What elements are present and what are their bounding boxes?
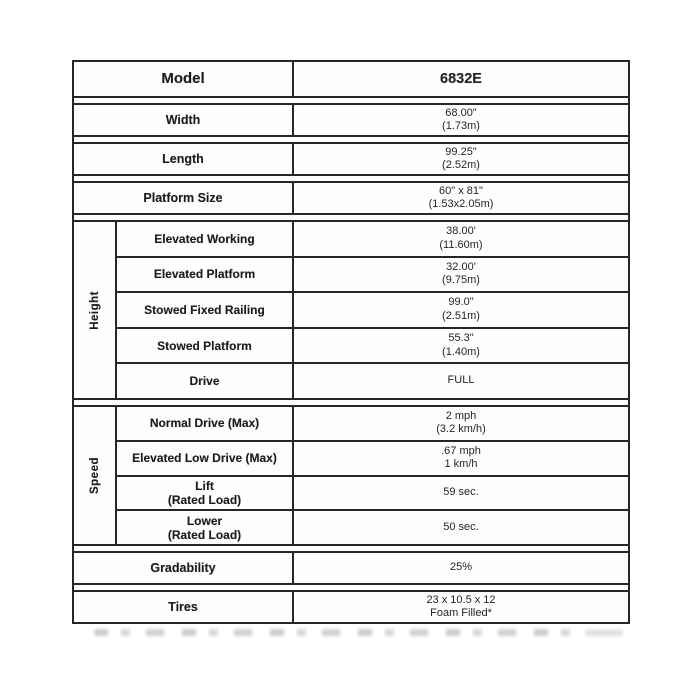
lift-label-line1: Lift <box>195 478 214 493</box>
length-label: Length <box>74 144 294 174</box>
lift-row <box>117 475 628 510</box>
elevated-working-value-metric: (11.60m) <box>439 238 483 251</box>
tires-value-type: Foam Filled* <box>430 607 492 619</box>
lift-label <box>117 477 294 510</box>
drive-value <box>294 364 628 398</box>
lower-label <box>117 511 294 544</box>
normal-drive-row <box>117 407 628 440</box>
drive-row <box>117 362 628 398</box>
tires-value <box>294 592 628 622</box>
elevated-working-value-imperial: 38.00' <box>446 225 476 238</box>
normal-drive-value-metric: (3.2 km/h) <box>436 423 486 436</box>
platform-size-value-imperial: 60" x 81" <box>439 184 483 197</box>
model-value: 6832E <box>440 71 482 87</box>
stowed-platform-value-imperial: 55.3" <box>448 332 474 345</box>
gradability-value-text: 25% <box>449 561 473 574</box>
lift-value <box>294 477 628 510</box>
model-label: Model <box>74 62 294 96</box>
elevated-low-drive-value-imperial: .67 mph <box>441 444 481 457</box>
tires-label: Tires <box>74 592 294 622</box>
speed-group-label: Speed <box>88 456 101 494</box>
tires-value-size: 23 x 10.5 x 12 <box>426 593 496 606</box>
lower-label-line1: Lower <box>186 513 223 528</box>
lower-row <box>117 509 628 544</box>
model-row <box>74 62 628 98</box>
elevated-low-drive-row <box>117 440 628 475</box>
stowed-platform-value-metric: (1.40m) <box>442 345 480 358</box>
elevated-platform-label: Elevated Platform <box>117 258 294 292</box>
height-group-label-cell <box>74 222 117 398</box>
normal-drive-value <box>294 407 628 440</box>
scan-smudge-artifact <box>94 629 580 636</box>
lower-value <box>294 511 628 544</box>
speed-group <box>74 405 628 546</box>
normal-drive-value-imperial: 2 mph <box>445 409 477 422</box>
stowed-fixed-railing-value-metric: (2.51m) <box>442 309 480 322</box>
speed-group-label-cell <box>74 407 117 544</box>
stowed-platform-label: Stowed Platform <box>117 329 294 363</box>
lift-value-text: 59 sec. <box>443 486 479 499</box>
lower-value-text: 50 sec. <box>443 520 479 533</box>
elevated-platform-value-imperial: 32.00' <box>446 260 476 273</box>
elevated-low-drive-value-metric: 1 km/h <box>444 458 478 471</box>
stowed-fixed-railing-label: Stowed Fixed Railing <box>117 293 294 327</box>
length-value-imperial: 99.25" <box>445 145 477 158</box>
elevated-low-drive-value <box>294 442 628 475</box>
gradability-row <box>74 551 628 585</box>
elevated-platform-value <box>294 258 628 292</box>
gradability-value <box>294 553 628 583</box>
platform-size-label: Platform Size <box>74 183 294 213</box>
height-group-rows <box>117 222 628 398</box>
elevated-working-row <box>117 222 628 256</box>
height-group-label: Height <box>88 290 101 330</box>
lift-label-line2: (Rated Load) <box>167 492 242 507</box>
stowed-platform-value <box>294 329 628 363</box>
normal-drive-label: Normal Drive (Max) <box>117 407 294 440</box>
drive-label: Drive <box>117 364 294 398</box>
tires-row <box>74 590 628 622</box>
lower-label-line2: (Rated Load) <box>167 527 242 542</box>
length-row <box>74 142 628 176</box>
width-value-metric: (1.73m) <box>442 120 480 132</box>
stowed-platform-row <box>117 327 628 363</box>
length-value <box>294 144 628 174</box>
elevated-working-label: Elevated Working <box>117 222 294 256</box>
width-value <box>294 105 628 135</box>
platform-size-value <box>294 183 628 213</box>
width-value-imperial: 68.00" <box>445 106 477 119</box>
platform-size-row <box>74 181 628 215</box>
elevated-platform-row <box>117 256 628 292</box>
speed-group-rows <box>117 407 628 544</box>
width-row <box>74 103 628 137</box>
platform-size-value-metric: (1.53x2.05m) <box>428 198 494 210</box>
stowed-fixed-railing-row <box>117 291 628 327</box>
elevated-platform-value-metric: (9.75m) <box>442 274 480 287</box>
stowed-fixed-railing-value <box>294 293 628 327</box>
gradability-label: Gradability <box>74 553 294 583</box>
spec-table <box>72 60 630 624</box>
stowed-fixed-railing-value-imperial: 99.0" <box>448 296 474 309</box>
drive-value-text: FULL <box>447 374 475 387</box>
elevated-working-value <box>294 222 628 256</box>
length-value-metric: (2.52m) <box>442 159 480 171</box>
width-label: Width <box>74 105 294 135</box>
height-group <box>74 220 628 400</box>
scan-smudge-artifact-small <box>585 630 623 636</box>
elevated-low-drive-label: Elevated Low Drive (Max) <box>117 442 294 475</box>
